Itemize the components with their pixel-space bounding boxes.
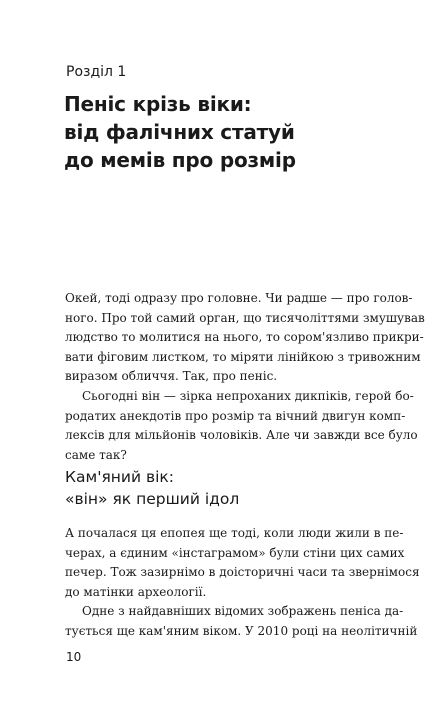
section-title [65, 466, 239, 510]
chapter-label: Розділ 1 [66, 64, 127, 80]
intro-text [65, 289, 425, 465]
text-line: лексів для мільйонів чоловіків. Але чи завжди все було [65, 428, 418, 443]
text-line: печер. Тож зазирнімо в доісторичні часи та звернімося [65, 565, 420, 580]
section-text [65, 524, 420, 642]
text-line: Одне з найдавніших відомих зображень пеніса да- [82, 604, 404, 619]
text-line: саме так? [65, 447, 127, 462]
section-paragraph-2 [65, 602, 418, 641]
intro-paragraph-1 [65, 289, 425, 387]
section-title-line: «він» як перший ідол [65, 490, 240, 508]
text-line: Окей, тоді одразу про головне. Чи радше — про голов- [65, 291, 413, 305]
page-number: 10 [66, 650, 82, 664]
intro-paragraph-2 [65, 387, 418, 465]
chapter-title-line: до мемів про розмір [64, 148, 296, 172]
text-line: ного. Про той самий орган, що тисячоліттями змушував [65, 310, 425, 325]
chapter-title-line: від фалічних статуй [64, 120, 295, 144]
text-line: черах, а єдиним «інстаграмом» були стіни цих самих [65, 545, 405, 560]
text-line: А почалася ця епопея ще тоді, коли люди жили в пе- [65, 526, 404, 540]
section-paragraph-1 [65, 524, 420, 602]
section-title-line: Кам'яний вік: [65, 468, 175, 486]
chapter-title-line: Пеніс крізь віки: [64, 92, 252, 116]
text-line: Сьогодні він — зірка непрохaних дикпіків, герой бо- [82, 388, 414, 403]
text-line: людство то молитися на нього, то сором'язливо прикри- [65, 330, 424, 345]
chapter-title [64, 90, 394, 174]
text-line: родатих анекдотів про розмір та вічний двигун комп- [65, 408, 406, 423]
text-line: тується ще кам'яним віком. У 2010 році на неолітичній [65, 623, 418, 638]
text-line: вати фіговим листком, то міряти лінійкою з тривожним [65, 349, 421, 364]
text-line: до матінки археології. [65, 584, 207, 599]
text-line: виразом обличчя. Так, про пеніс. [65, 369, 278, 384]
